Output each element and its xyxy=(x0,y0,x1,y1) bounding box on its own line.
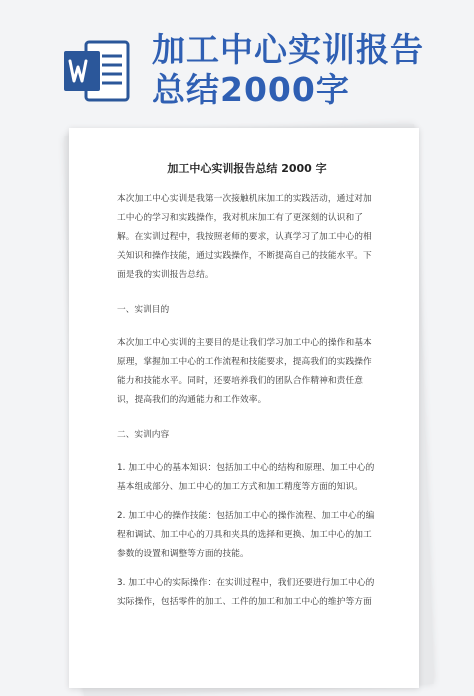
word-document-icon xyxy=(62,36,132,106)
document-title: 加工中心实训报告总结 2000 字 xyxy=(167,162,327,175)
section1-heading: 一、实训目的 xyxy=(117,305,170,315)
section1-paragraph: 本次加工中心实训的主要目的是让我们学习加工中心的操作和基本原理，掌握加工中心的工作流程和技能要求，提高我们的实践操作能力和技能水平。同时，还要培养我们的团队合作精神和责任意识，提高我们的沟通能力和工作效率。 xyxy=(117,338,372,405)
intro-paragraph: 本次加工中心实训是我第一次接触机床加工的实践活动，通过对加工中心的学习和实践操作，我对机床加工有了更深刻的认识和了解。在实训过程中，我按照老师的要求，认真学习了加工中心的相关知识和操作技能，通过实践操作，不断提高自己的技能水平。下面是我的实训报告总结。 xyxy=(117,194,372,280)
content-item-3: 3. 加工中心的实际操作：在实训过程中，我们还要进行加工中心的实际操作，包括零件的加工、工件的加工和加工中心的维护等方面 xyxy=(117,578,375,607)
title-line-1: 加工中心实训报告 xyxy=(152,30,424,69)
document-content xyxy=(117,162,377,622)
document-page xyxy=(69,128,419,688)
page-title xyxy=(152,30,462,110)
section2-heading: 二、实训内容 xyxy=(117,430,170,440)
header xyxy=(0,0,474,118)
title-line-2: 总结2000字 xyxy=(152,70,350,109)
content-item-1: 1. 加工中心的基本知识：包括加工中心的结构和原理、加工中心的基本组成部分、加工中心的加工方式和加工精度等方面的知识。 xyxy=(117,463,375,492)
content-item-2: 2. 加工中心的操作技能：包括加工中心的操作流程、加工中心的编程和调试、加工中心的刀具和夹具的选择和更换、加工中心的加工参数的设置和调整等方面的技能。 xyxy=(117,511,375,559)
